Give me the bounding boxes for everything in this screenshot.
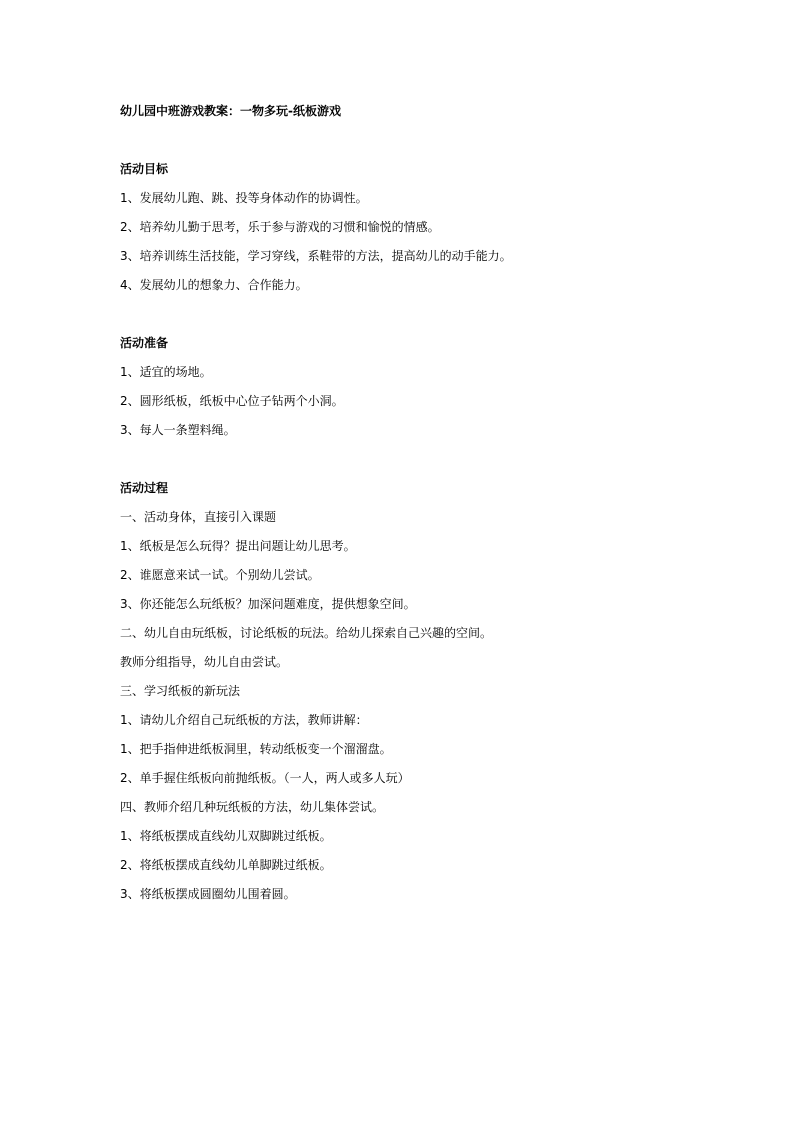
section-activity-preparation (120, 333, 680, 440)
list-item: 四、教师介绍几种玩纸板的方法，幼儿集体尝试。 (120, 800, 385, 814)
list-item: 教师分组指导，幼儿自由尝试。 (120, 655, 289, 669)
list-item: 2、谁愿意来试一试。个别幼儿尝试。 (120, 568, 320, 582)
document-title: 幼儿园中班游戏教案：一物多玩-纸板游戏 (120, 104, 341, 118)
list-item: 1、把手指伸进纸板洞里，转动纸板变一个溜溜盘。 (120, 742, 392, 756)
list-item: 2、将纸板摆成直线幼儿单脚跳过纸板。 (120, 858, 332, 872)
list-item: 1、请幼儿介绍自己玩纸板的方法，教师讲解： (120, 713, 368, 727)
section-heading: 活动过程 (120, 481, 169, 495)
list-item: 一、活动身体，直接引入课题 (120, 510, 277, 524)
list-item: 1、发展幼儿跑、跳、投等身体动作的协调性。 (120, 191, 368, 205)
list-item: 2、培养幼儿勤于思考，乐于参与游戏的习惯和愉悦的情感。 (120, 220, 440, 234)
list-item: 3、培养训练生活技能，学习穿线，系鞋带的方法，提高幼儿的动手能力。 (120, 249, 512, 263)
list-item: 二、幼儿自由玩纸板，讨论纸板的玩法。给幼儿探索自己兴趣的空间。 (120, 626, 493, 640)
section-activity-process (120, 478, 680, 904)
section-heading: 活动准备 (120, 336, 169, 350)
list-item: 三、学习纸板的新玩法 (120, 684, 241, 698)
list-item: 1、纸板是怎么玩得？提出问题让幼儿思考。 (120, 539, 356, 553)
list-item: 2、单手握住纸板向前抛纸板。（一人，两人或多人玩） (120, 771, 410, 785)
section-heading: 活动目标 (120, 162, 169, 176)
list-item: 3、每人一条塑料绳。 (120, 423, 236, 437)
document-body (120, 101, 680, 913)
section-activity-goals (120, 159, 680, 295)
list-item: 3、你还能怎么玩纸板？加深问题难度，提供想象空间。 (120, 597, 416, 611)
list-item: 4、发展幼儿的想象力、合作能力。 (120, 278, 308, 292)
list-item: 1、将纸板摆成直线幼儿双脚跳过纸板。 (120, 829, 332, 843)
list-item: 1、适宜的场地。 (120, 365, 212, 379)
list-item: 3、将纸板摆成圆圈幼儿围着圆。 (120, 887, 296, 901)
list-item: 2、圆形纸板，纸板中心位子钻两个小洞。 (120, 394, 344, 408)
